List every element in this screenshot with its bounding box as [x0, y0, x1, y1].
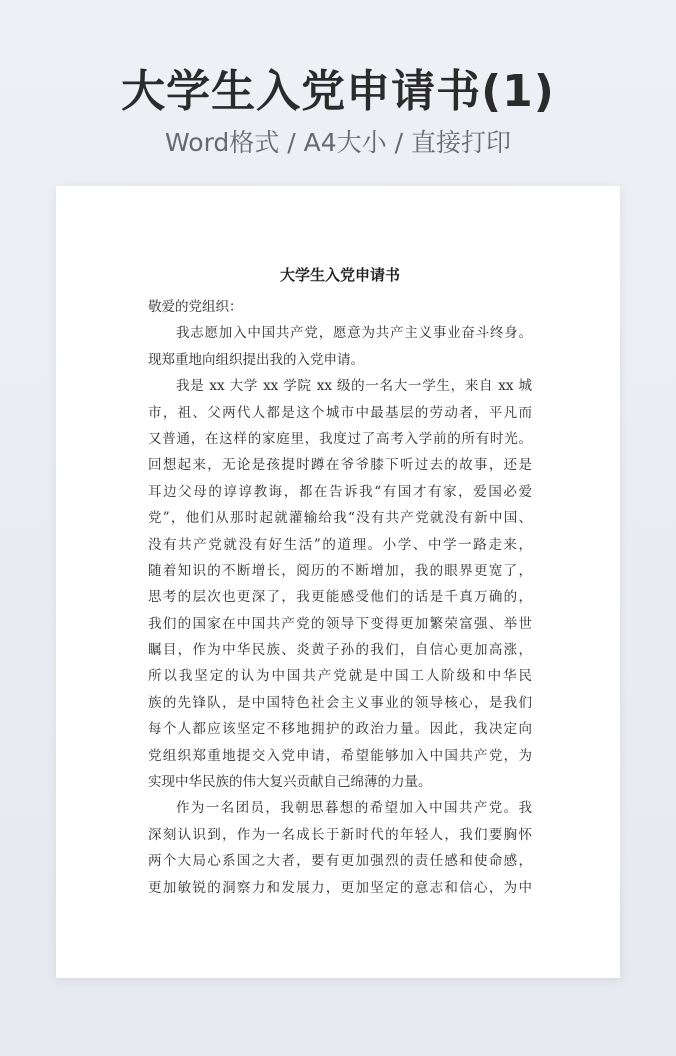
- text-line: 又普通，在这样的家庭里，我度过了高考入学前的所有时光。: [148, 430, 532, 447]
- text-line: 更加敏锐的洞察力和发展力，更加坚定的意志和信心，为中: [148, 879, 532, 896]
- document-page: [56, 186, 620, 978]
- salutation: 敬爱的党组织：: [148, 299, 243, 315]
- text-line: 实现中华民族的伟大复兴贡献自己绵薄的力量。: [148, 774, 432, 791]
- text-line: 我志愿加入中国共产党，愿意为共产主义事业奋斗终身。: [176, 325, 532, 342]
- text-line: 深刻认识到，作为一名成长于新时代的年轻人，我们要胸怀: [148, 826, 532, 843]
- text-line: 党”，他们从那时起就灌输给我“没有共产党就没有新中国、: [148, 510, 532, 527]
- document-body: [148, 264, 532, 901]
- text-line: 耳边父母的谆谆教诲，都在告诉我“有国才有家，爱国必爱: [148, 483, 532, 500]
- page-title: 大学生入党申请书(1): [121, 66, 555, 117]
- page-subtitle: Word格式 / A4大小 / 直接打印: [165, 128, 511, 157]
- text-line: 两个大局心系国之大者，要有更加强烈的责任感和使命感，: [148, 853, 532, 870]
- document-title: 大学生入党申请书: [279, 266, 400, 284]
- text-line: 族的先锋队，是中国特色社会主义事业的领导核心，是我们: [148, 694, 532, 711]
- text-line: 我是 xx 大学 xx 学院 xx 级的一名大一学生，来自 xx 城: [176, 378, 532, 395]
- text-line: 我们的国家在中国共产党的领导下变得更加繁荣富强、举世: [148, 615, 532, 632]
- text-line: 瞩目，作为中华民族、炎黄子孙的我们，自信心更加高涨，: [148, 642, 532, 659]
- text-line: 随着知识的不断增长，阅历的不断增加，我的眼界更宽了，: [148, 562, 532, 579]
- text-line: 市，祖、父两代人都是这个城市中最基层的劳动者，平凡而: [148, 404, 532, 421]
- text-line: 所以我坚定的认为中国共产党就是中国工人阶级和中华民: [148, 668, 532, 685]
- text-line: 每个人都应该坚定不移地拥护的政治力量。因此，我决定向: [148, 721, 532, 738]
- text-line: 党组织郑重地提交入党申请，希望能够加入中国共产党，为: [148, 747, 532, 764]
- banner-header: [0, 62, 676, 160]
- text-line: 回想起来，无论是孩提时蹲在爷爷膝下听过去的故事，还是: [148, 457, 532, 474]
- text-line: 作为一名团员，我朝思暮想的希望加入中国共产党。我: [176, 800, 532, 817]
- text-line: 没有共产党就没有好生活”的道理。小学、中学一路走来，: [148, 536, 532, 553]
- text-line: 思考的层次也更深了，我更能感受他们的话是千真万确的，: [148, 589, 532, 606]
- text-line: 现郑重地向组织提出我的入党申请。: [148, 351, 364, 368]
